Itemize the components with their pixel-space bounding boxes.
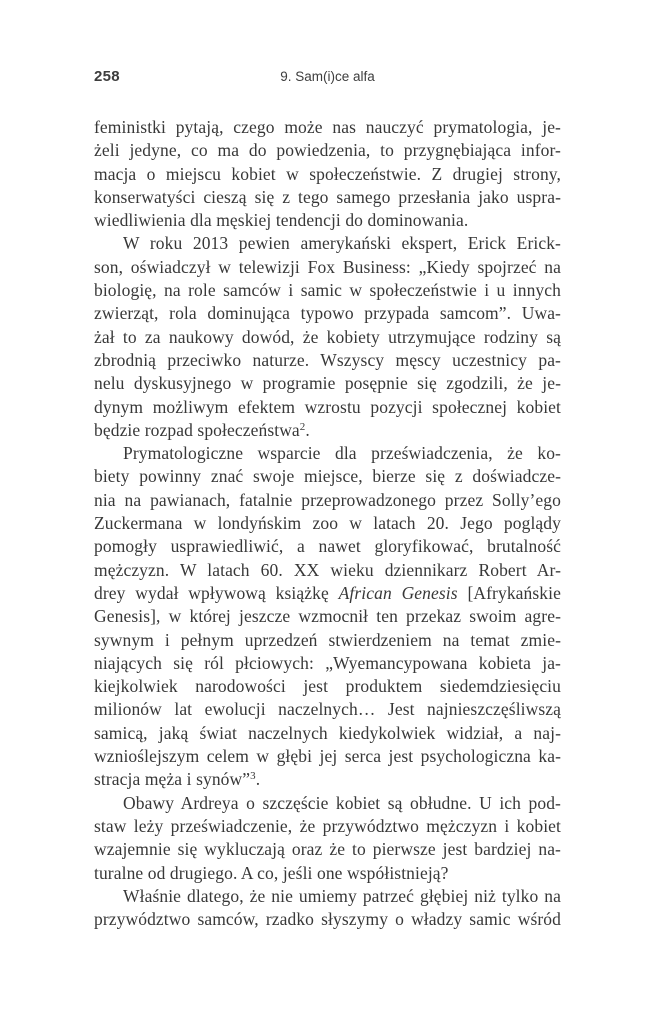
text-segment: będzie rozpad społeczeństwa	[94, 419, 300, 440]
text-line	[94, 372, 561, 395]
text-segment: przywództwo samców, rzadko słyszymy o władzy samic wśród	[94, 909, 561, 930]
text-segment: wzajemnie się wykluczają oraz że to pierwsze jest bardziej na-	[94, 839, 561, 860]
page-header	[94, 68, 561, 88]
text-line	[94, 652, 561, 675]
text-line	[94, 908, 561, 931]
text-segment: zwierząt, rola dominująca typowo przypada samcom”. Uwa-	[94, 303, 561, 324]
text-line	[94, 349, 561, 372]
text-segment: niających się ról płciowych: „Wyemancypowana kobieta ja-	[94, 652, 561, 673]
text-line	[94, 512, 561, 535]
footnote-marker: 2	[299, 420, 306, 433]
book-title-italic: African Genesis	[338, 582, 458, 603]
text-line	[94, 629, 561, 652]
text-line	[94, 232, 561, 255]
text-segment: pomogły usprawiedliwić, a nawet gloryfikować, brutalność	[94, 536, 561, 557]
text-line	[94, 792, 561, 815]
text-segment: konserwatyści cieszą się z tego samego przesłania jako uspra-	[94, 186, 561, 207]
text-segment: nia na pawianach, fatalnie przeprowadzonego przez Solly’ego	[94, 489, 561, 510]
text-line	[94, 256, 561, 279]
text-line	[94, 675, 561, 698]
text-segment: staw leży przeświadczenie, że przywództwo mężczyzn i kobiet	[94, 815, 561, 836]
text-line	[94, 209, 561, 232]
text-line	[94, 862, 561, 885]
text-segment: kiejkolwiek narodowości jest produktem siedemdziesięciu	[94, 676, 561, 697]
text-segment: W roku 2013 pewien amerykański ekspert, Erick Erick-	[123, 233, 561, 254]
text-segment: [Afrykańskie	[457, 582, 561, 603]
text-line	[94, 279, 561, 302]
text-segment: żał to za naukowy dowód, że kobiety utrzymujące rodziny są	[94, 326, 561, 347]
text-segment: turalne od drugiego. A co, jeśli one współistnieją?	[94, 862, 449, 883]
text-segment: samicą, jaką świat naczelnych kiedykolwiek widział, a naj-	[94, 722, 561, 743]
text-segment: sywnym i pełnym uprzedzeń stwierdzeniem na temat zmie-	[94, 629, 561, 650]
text-line	[94, 768, 561, 791]
text-segment: wiedliwienia dla męskiej tendencji do dominowania.	[94, 210, 469, 231]
text-line	[94, 465, 561, 488]
text-line	[94, 396, 561, 419]
text-line	[94, 116, 561, 139]
text-line	[94, 559, 561, 582]
text-segment: mężczyzn. W latach 60. XX wieku dziennikarz Robert Ar-	[94, 559, 561, 580]
text-line	[94, 722, 561, 745]
text-line	[94, 139, 561, 162]
text-line	[94, 535, 561, 558]
text-segment: stracja męża i synów”	[94, 769, 251, 790]
text-line	[94, 326, 561, 349]
text-segment: Prymatologiczne wsparcie dla przeświadczenia, że ko-	[123, 443, 561, 464]
text-segment: żeli jedyne, co ma do powiedzenia, to przygnębiająca infor-	[94, 140, 561, 161]
text-segment: milionów lat ewolucji naczelnych… Jest najnieszczęśliwszą	[94, 699, 561, 720]
text-line	[94, 489, 561, 512]
text-segment: wznioślejszym celem w głębi jej serca jest psychologiczna ka-	[94, 746, 561, 767]
text-line	[94, 186, 561, 209]
text-segment: Obawy Ardreya o szczęście kobiet są obłudne. U ich pod-	[123, 792, 561, 813]
text-line	[94, 302, 561, 325]
text-line	[94, 885, 561, 908]
text-segment: .	[255, 769, 261, 790]
text-line	[94, 698, 561, 721]
text-line	[94, 163, 561, 186]
text-segment: Właśnie dlatego, że nie umiemy patrzeć głębiej niż tylko na	[123, 885, 561, 906]
text-segment: zbrodnią przeciwko naturze. Wszyscy męscy uczestnicy pa-	[94, 349, 561, 370]
text-segment: drey wydał wpływową książkę	[94, 582, 339, 603]
text-segment: Zuckermana w londyńskim zoo w latach 20. Jego poglądy	[94, 513, 561, 534]
text-segment: biety powinny znać swoje miejsce, bierze się z doświadcze-	[94, 466, 561, 487]
text-line	[94, 419, 561, 442]
footnote-marker: 3	[250, 770, 256, 783]
text-line	[94, 442, 561, 465]
text-segment: nelu dyskusyjnego w programie posępnie się zgodzili, że je-	[94, 373, 561, 394]
text-segment: biologię, na role samców i samic w społeczeństwie i u innych	[94, 280, 561, 301]
text-segment: Genesis], w której jeszcze wzmocnił ten przekaz swoim agre-	[94, 606, 561, 627]
text-block	[94, 116, 561, 931]
text-line	[94, 745, 561, 768]
running-header-title: 9. Sam(i)ce alfa	[280, 69, 375, 84]
text-line	[94, 582, 561, 605]
text-segment: .	[305, 419, 310, 440]
text-segment: feministki pytają, czego może nas nauczyć prymatologia, je-	[94, 117, 561, 137]
text-line	[94, 605, 561, 628]
text-line	[94, 838, 561, 861]
text-segment: son, oświadczył w telewizji Fox Business: „Kiedy spojrzeć na	[94, 256, 561, 277]
page-number: 258	[94, 68, 120, 85]
text-segment: dynym możliwym efektem wzrostu pozycji społecznej kobiet	[94, 396, 561, 417]
text-segment: macja o miejscu kobiet w społeczeństwie. Z drugiej strony,	[94, 163, 561, 184]
text-line	[94, 815, 561, 838]
